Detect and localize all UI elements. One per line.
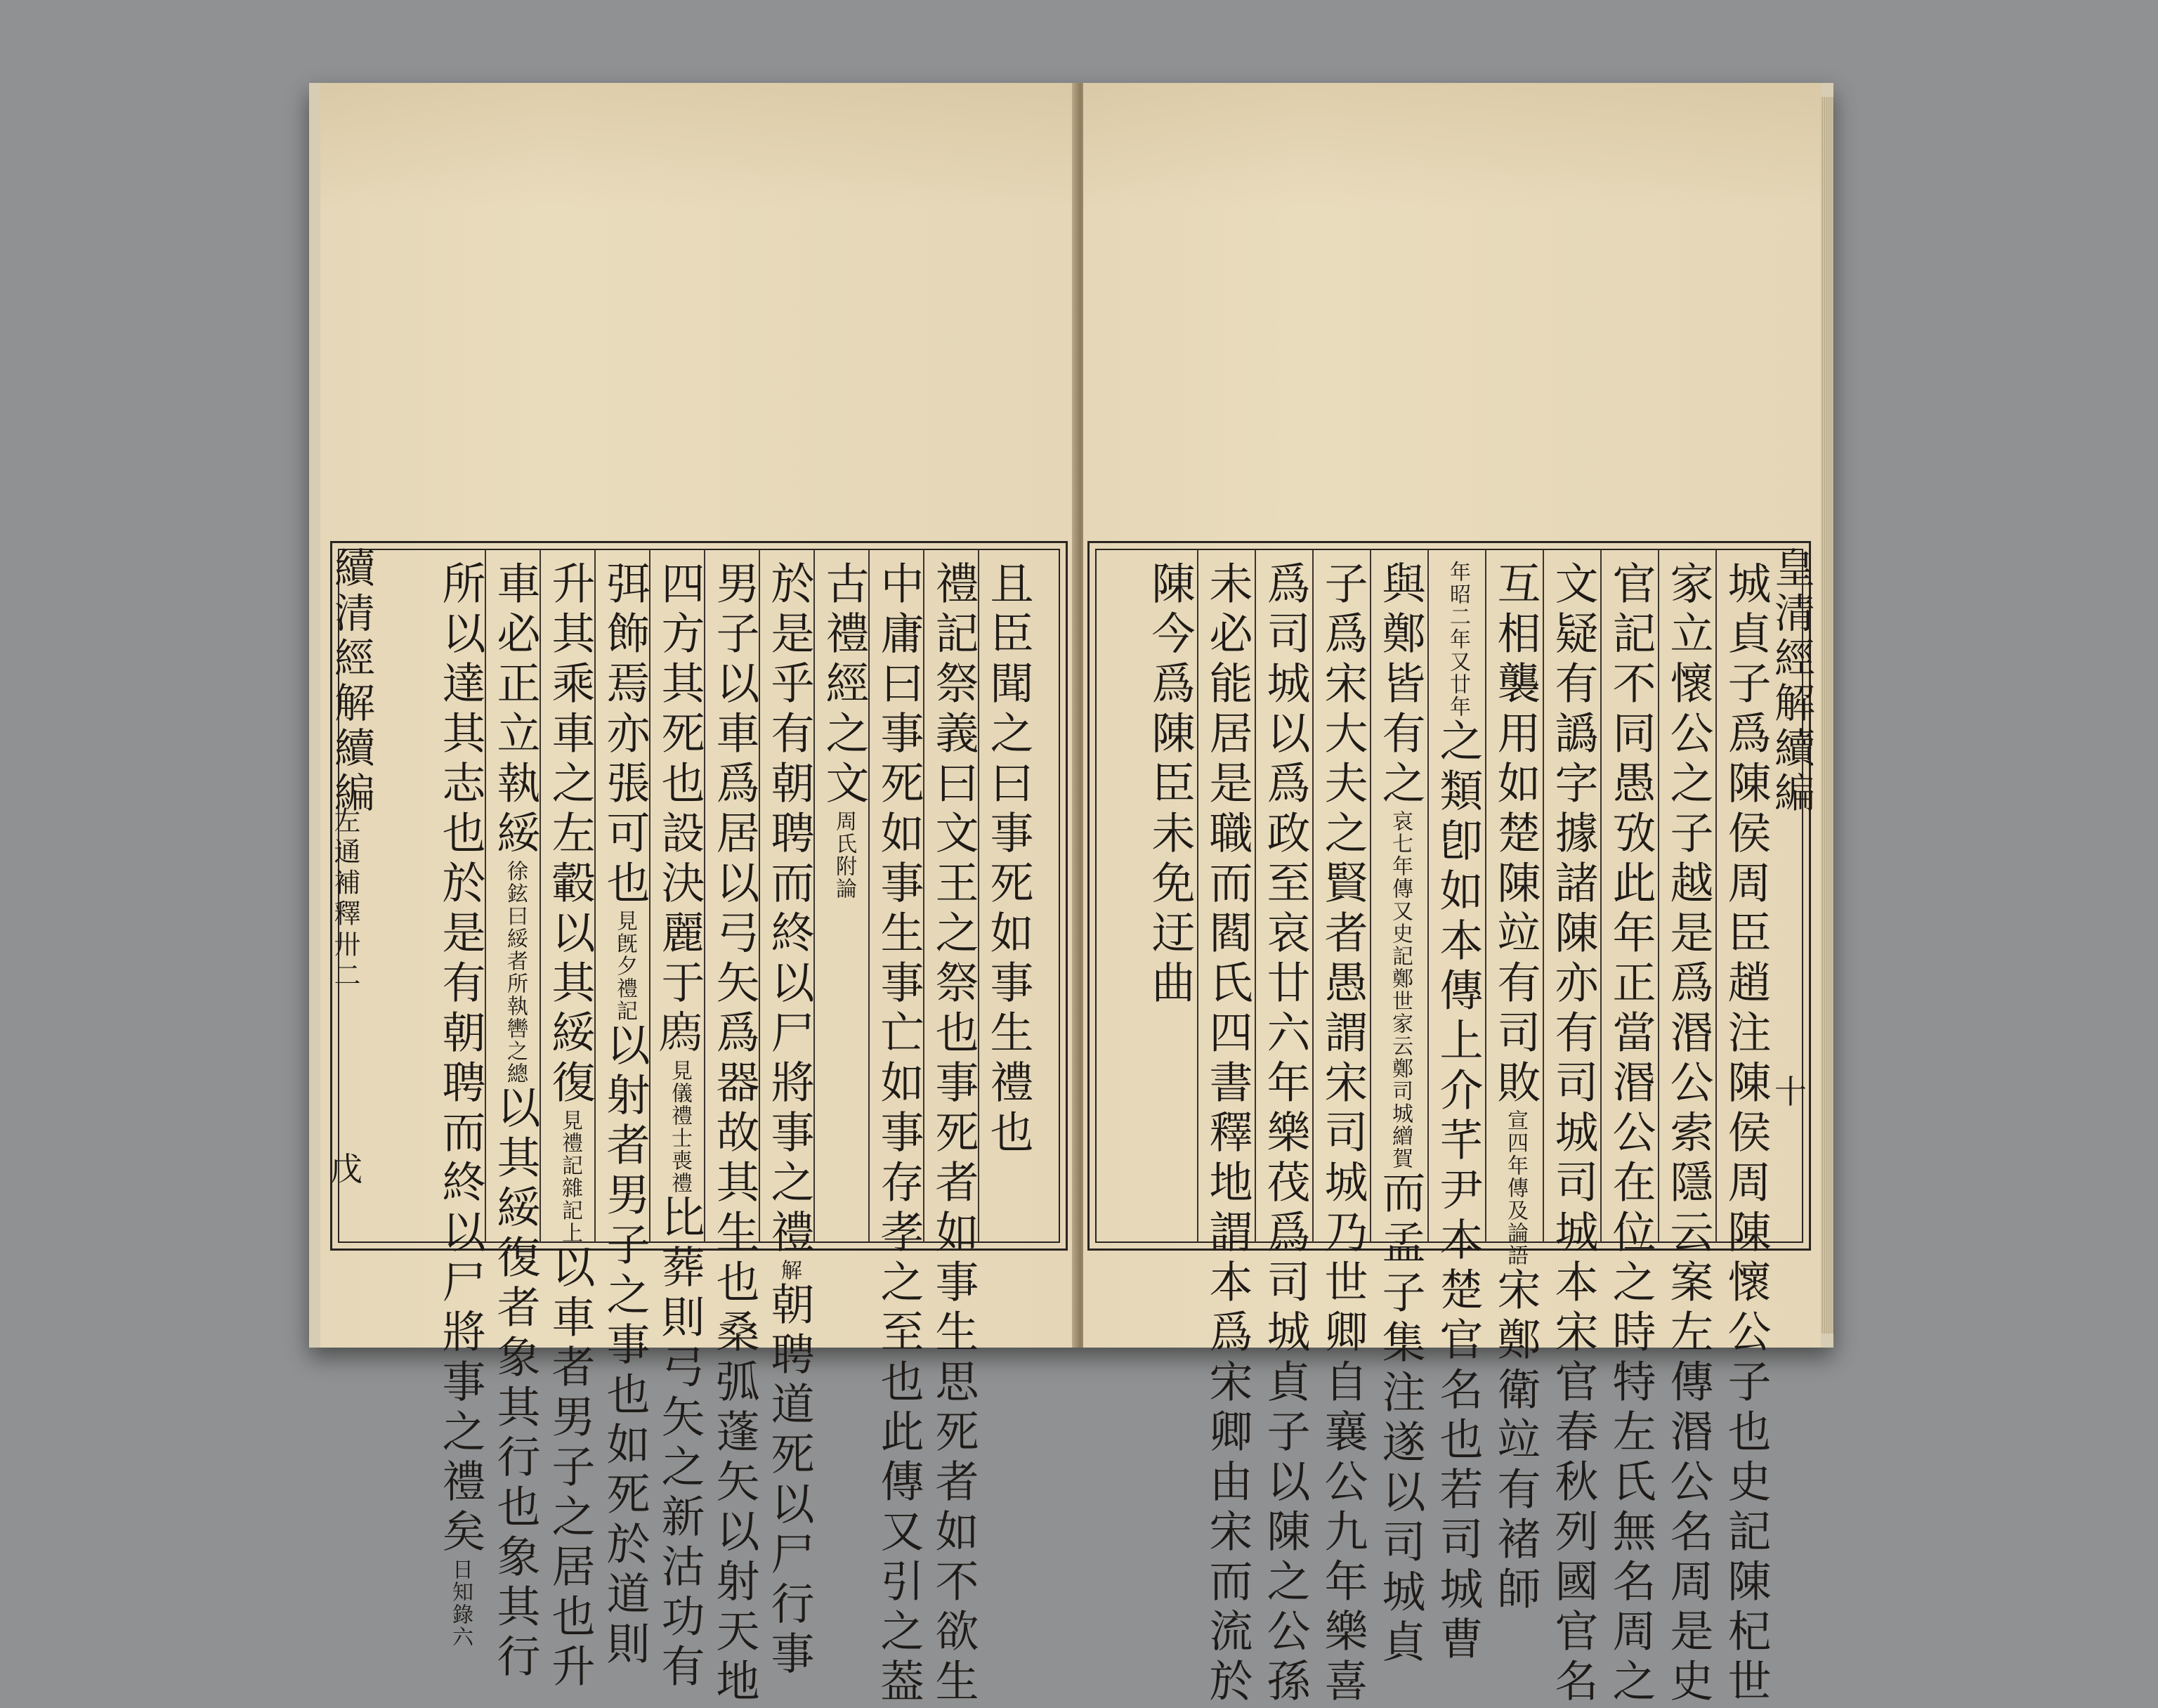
text-column xyxy=(1720,561,1772,1708)
text-column xyxy=(1432,561,1484,1666)
col-tail-text: 而孟子集注遂以司城貞 xyxy=(1375,1170,1426,1669)
col-main-text: 男子以車爲居以弓矢爲器故其生也桑弧蓬矢以射天地 xyxy=(709,561,760,1708)
col-main-text: 中庸曰事死如事生事亡如事存孝之至也此傳又引之葢 xyxy=(873,561,924,1708)
margin-subtitle: 左通補釋卅二 xyxy=(329,807,360,992)
text-column xyxy=(654,561,705,1693)
text-column xyxy=(1663,561,1714,1708)
page-edges xyxy=(1821,97,1833,1334)
col-main-text: 所以達其志也於是有朝聘而終以尸將事之禮矣 xyxy=(435,561,486,1558)
text-column xyxy=(1144,561,1196,1010)
text-column xyxy=(490,561,541,1683)
col-annotation: 哀七年傳又史記鄭世家云鄭司城繒賀 xyxy=(1388,810,1413,1170)
col-annotation: 徐鉉曰綏者所執轡之總 xyxy=(503,860,528,1085)
col-main-text: 升其乘車之左轂以其綏復 xyxy=(544,561,596,1109)
column-rule xyxy=(1255,549,1256,1242)
col-main-text: 爲司城以爲政至哀廿六年樂茷爲司城貞子以陳之公孫 xyxy=(1260,561,1311,1708)
foot-mark: 戊 xyxy=(330,1150,362,1188)
col-tail-text: 比葬則弓矢之新沽功有 xyxy=(654,1194,705,1693)
col-tail-text: 以其綏復者象其行也象其行 xyxy=(490,1085,541,1683)
col-annotation: 周氏附論 xyxy=(832,810,856,900)
page-number: 十 xyxy=(1774,1073,1807,1111)
text-column xyxy=(1548,561,1599,1708)
margin-title: 續清經解續編 xyxy=(327,547,375,816)
page-stain xyxy=(1083,83,1821,209)
text-column xyxy=(764,561,815,1681)
column-rule xyxy=(1427,549,1429,1242)
col-main-text: 官記不同愚攷此年正當湣公在位之時特左氏無名周之 xyxy=(1605,561,1656,1708)
col-main-text: 且臣聞之曰事死如事生禮也 xyxy=(983,561,1034,1159)
col-main-text: 家立懷公之子越是爲湣公索隱云案左傳湣公名周是史 xyxy=(1663,561,1714,1708)
page-stain xyxy=(320,83,1076,209)
text-column xyxy=(1317,561,1368,1708)
col-main-text: 弭飾焉亦張可也 xyxy=(599,561,650,910)
column-rule xyxy=(1543,549,1544,1242)
col-tail-text: 以車者男子之居也升 xyxy=(544,1244,596,1693)
col-main-text: 車必正立執綏 xyxy=(490,561,541,860)
column-rule xyxy=(1715,549,1717,1242)
col-main-text: 子爲宋大夫之賢者愚謂宋司城乃世卿自襄公九年樂喜 xyxy=(1317,561,1368,1708)
col-annotation: 宣四年傳及論語 xyxy=(1503,1109,1528,1267)
col-main-text: 禮記祭義曰文王之祭也事死者如事生思死者如不欲生 xyxy=(928,561,979,1708)
col-main-text: 文疑有譌字據諸陳亦有司城司城本宋官春秋列國官名 xyxy=(1548,561,1599,1708)
col-tail-text: 之類卽如本傳上介芊尹本楚官名也若司城曹 xyxy=(1432,718,1484,1666)
col-annotation: 解 xyxy=(777,1259,802,1282)
right-page xyxy=(1083,83,1821,1708)
col-tail-text: 以射者男子之事也如死於道則 xyxy=(599,1022,650,1671)
left-page xyxy=(320,83,1078,1708)
text-column xyxy=(1490,561,1541,1616)
col-annotation: 日知錄六 xyxy=(448,1558,473,1648)
text-column xyxy=(599,561,650,1671)
column-rule xyxy=(1197,549,1198,1242)
col-main-text: 四方其死也設決麗于𢊁 xyxy=(654,561,705,1060)
text-column xyxy=(709,561,760,1708)
column-rule xyxy=(1485,549,1486,1242)
col-annotation: 見儀禮士喪禮 xyxy=(667,1060,692,1194)
column-rule xyxy=(1600,549,1602,1242)
text-column xyxy=(1202,561,1253,1708)
col-annotation: 見禮記雜記上 xyxy=(558,1109,582,1244)
col-main-text: 城貞子爲陳侯周臣趙注陳侯周陳懷公子也史記陳杞世 xyxy=(1720,561,1772,1708)
col-main-text: 互相襲用如楚陳竝有司敗 xyxy=(1490,561,1541,1109)
col-main-text: 陳今爲陳臣未免迂曲 xyxy=(1144,561,1196,1010)
text-column xyxy=(1605,561,1656,1708)
open-book xyxy=(309,83,1833,1708)
text-column xyxy=(818,561,870,900)
margin-title: 皇清經解續編 xyxy=(1767,547,1815,816)
col-annotation: 年昭二年又廿年 xyxy=(1446,561,1470,718)
col-tail-text: 朝聘道死以尸行事 xyxy=(764,1282,815,1681)
col-annotation: 見旣夕禮記 xyxy=(613,910,637,1022)
col-main-text: 古禮經之文 xyxy=(818,561,870,810)
col-main-text: 未必能居是職而閻氏四書釋地謂本爲宋卿由宋而流於 xyxy=(1202,561,1253,1708)
text-column xyxy=(544,561,596,1693)
col-main-text: 與鄭皆有之 xyxy=(1375,561,1426,810)
column-rule xyxy=(1370,549,1371,1242)
text-column xyxy=(1375,561,1426,1669)
column-rule xyxy=(1658,549,1659,1242)
text-column xyxy=(873,561,924,1708)
column-rule xyxy=(1312,549,1314,1242)
text-column xyxy=(928,561,979,1708)
text-column xyxy=(1260,561,1311,1708)
col-tail-text: 宋鄭衛竝有褚師 xyxy=(1490,1267,1541,1616)
text-column xyxy=(983,561,1034,1159)
text-column xyxy=(435,561,486,1648)
col-main-text: 於是乎有朝聘而終以尸將事之禮 xyxy=(764,561,815,1259)
